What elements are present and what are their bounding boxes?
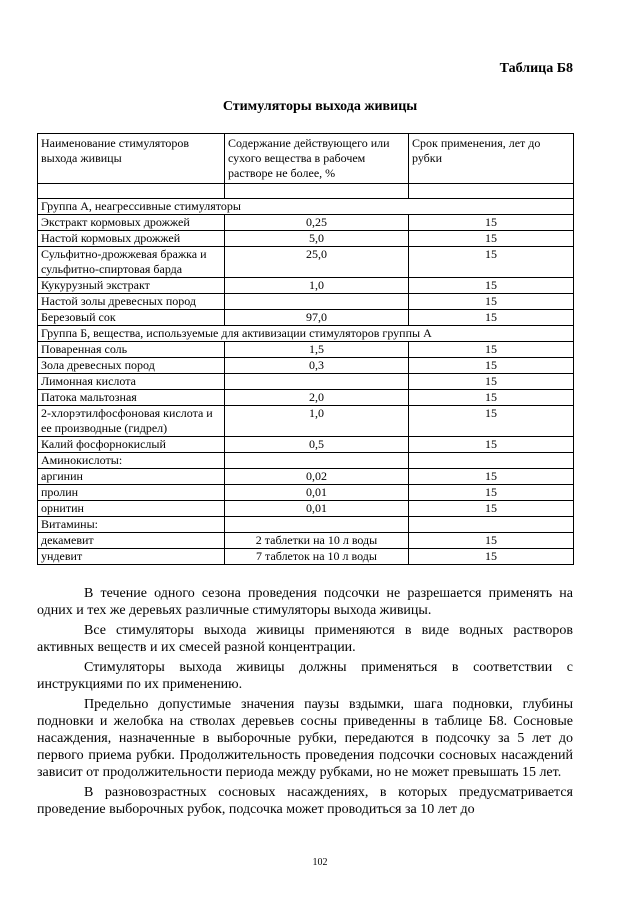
table-row <box>38 390 574 406</box>
cell-term <box>409 517 574 533</box>
table-row <box>38 231 574 247</box>
cell-term: 15 <box>409 294 574 310</box>
table-row-empty <box>38 184 574 199</box>
table-label: Таблица Б8 <box>499 61 573 76</box>
cell-term: 15 <box>409 469 574 485</box>
table-row <box>38 485 574 501</box>
cell-value: 1,0 <box>225 406 409 437</box>
table-group-row <box>38 199 574 215</box>
cell-name: Сульфитно-дрожжевая бражка и сульфитно-спиртовая барда <box>38 247 225 278</box>
cell-term: 15 <box>409 437 574 453</box>
cell-value: 97,0 <box>225 310 409 326</box>
cell-value: 0,01 <box>225 485 409 501</box>
table-row <box>38 533 574 549</box>
cell-term: 15 <box>409 374 574 390</box>
cell-name: 2-хлорэтилфосфоновая кислота и ее производные (гидрел) <box>38 406 225 437</box>
cell-name: Настой кормовых дрожжей <box>38 231 225 247</box>
cell-value: 25,0 <box>225 247 409 278</box>
table-header-row <box>38 134 574 184</box>
group-heading: Группа Б, вещества, используемые для активизации стимуляторов группы А <box>38 326 574 342</box>
table-row <box>38 294 574 310</box>
cell-value: 0,02 <box>225 469 409 485</box>
cell-name: Аминокислоты: <box>38 453 225 469</box>
cell-name: Зола древесных пород <box>38 358 225 374</box>
cell-value: 5,0 <box>225 231 409 247</box>
cell-term: 15 <box>409 278 574 294</box>
table-row <box>38 469 574 485</box>
body-text <box>37 585 573 821</box>
table-row <box>38 278 574 294</box>
paragraph: Все стимуляторы выхода живицы применяются в виде водных растворов активных веществ и их смесей разной концентрации. <box>37 623 573 655</box>
table-row <box>38 247 574 278</box>
cell-value: 0,25 <box>225 215 409 231</box>
cell-term: 15 <box>409 406 574 437</box>
cell-value <box>225 517 409 533</box>
cell-term: 15 <box>409 231 574 247</box>
table-row <box>38 215 574 231</box>
group-heading: Группа А, неагрессивные стимуляторы <box>38 199 574 215</box>
cell-value: 0,01 <box>225 501 409 517</box>
cell-name: Березовый сок <box>38 310 225 326</box>
cell-value: 2 таблетки на 10 л воды <box>225 533 409 549</box>
table-cell <box>409 184 574 199</box>
column-header-content: Содержание действующего или сухого вещества в рабочем растворе не более, % <box>225 134 409 184</box>
cell-term: 15 <box>409 247 574 278</box>
paragraph: В разновозрастных сосновых насаждениях, в которых предусматривается проведение выборочных рубок, подсочка может проводиться за 10 лет до <box>37 785 573 817</box>
cell-name: пролин <box>38 485 225 501</box>
table-row <box>38 437 574 453</box>
table-row <box>38 501 574 517</box>
cell-term <box>409 453 574 469</box>
cell-name: Витамины: <box>38 517 225 533</box>
paragraph: Стимуляторы выхода живицы должны применяться в соответствии с инструкциями по их применению. <box>37 660 573 692</box>
cell-term: 15 <box>409 390 574 406</box>
cell-term: 15 <box>409 215 574 231</box>
cell-value <box>225 294 409 310</box>
cell-value: 0,5 <box>225 437 409 453</box>
cell-term: 15 <box>409 533 574 549</box>
paragraph: В течение одного сезона проведения подсочки не разрешается применять на одних и тех же деревьях различные стимуляторы выхода живицы. <box>37 586 573 618</box>
table-body <box>38 184 574 565</box>
cell-value: 0,3 <box>225 358 409 374</box>
stimulators-table <box>37 133 574 565</box>
table-row <box>38 549 574 565</box>
table-cell <box>225 184 409 199</box>
table-row <box>38 374 574 390</box>
table-row <box>38 342 574 358</box>
cell-value: 1,5 <box>225 342 409 358</box>
cell-value: 2,0 <box>225 390 409 406</box>
cell-name: орнитин <box>38 501 225 517</box>
cell-name: Патока мальтозная <box>38 390 225 406</box>
cell-name: аргинин <box>38 469 225 485</box>
cell-name: Поваренная соль <box>38 342 225 358</box>
cell-value <box>225 453 409 469</box>
table-row <box>38 358 574 374</box>
cell-name: ундевит <box>38 549 225 565</box>
cell-term: 15 <box>409 501 574 517</box>
table-row <box>38 310 574 326</box>
cell-term: 15 <box>409 342 574 358</box>
cell-name: Кукурузный экстракт <box>38 278 225 294</box>
paragraph: Предельно допустимые значения паузы вздымки, шага подновки, глубины подновки и желобка на стволах деревьев сосны приведенны в таблице Б8. Сосновые насаждения, назначенные в выборочные рубки, передаются в подсочку за 5 лет до первого приема рубки. Продолжительность проведения подсочки сосновых насаждений зависит от продолжительности периода между рубками, но не может превышать 15 лет. <box>37 697 573 780</box>
cell-name: Экстракт кормовых дрожжей <box>38 215 225 231</box>
table-row <box>38 406 574 437</box>
column-header-term: Срок применения, лет до рубки <box>409 134 574 184</box>
cell-name: Лимонная кислота <box>38 374 225 390</box>
table-row <box>38 453 574 469</box>
cell-name: Калий фосфорнокислый <box>38 437 225 453</box>
cell-name: Настой золы древесных пород <box>38 294 225 310</box>
cell-name: декамевит <box>38 533 225 549</box>
table-title: Стимуляторы выхода живицы <box>222 99 418 114</box>
cell-value: 1,0 <box>225 278 409 294</box>
cell-term: 15 <box>409 485 574 501</box>
table-row <box>38 517 574 533</box>
cell-value <box>225 374 409 390</box>
cell-value: 7 таблеток на 10 л воды <box>225 549 409 565</box>
cell-term: 15 <box>409 549 574 565</box>
cell-term: 15 <box>409 358 574 374</box>
table-cell <box>38 184 225 199</box>
page-number: 102 <box>312 857 328 868</box>
table-group-row <box>38 326 574 342</box>
column-header-name: Наименование стимуляторов выхода живицы <box>38 134 225 184</box>
cell-term: 15 <box>409 310 574 326</box>
